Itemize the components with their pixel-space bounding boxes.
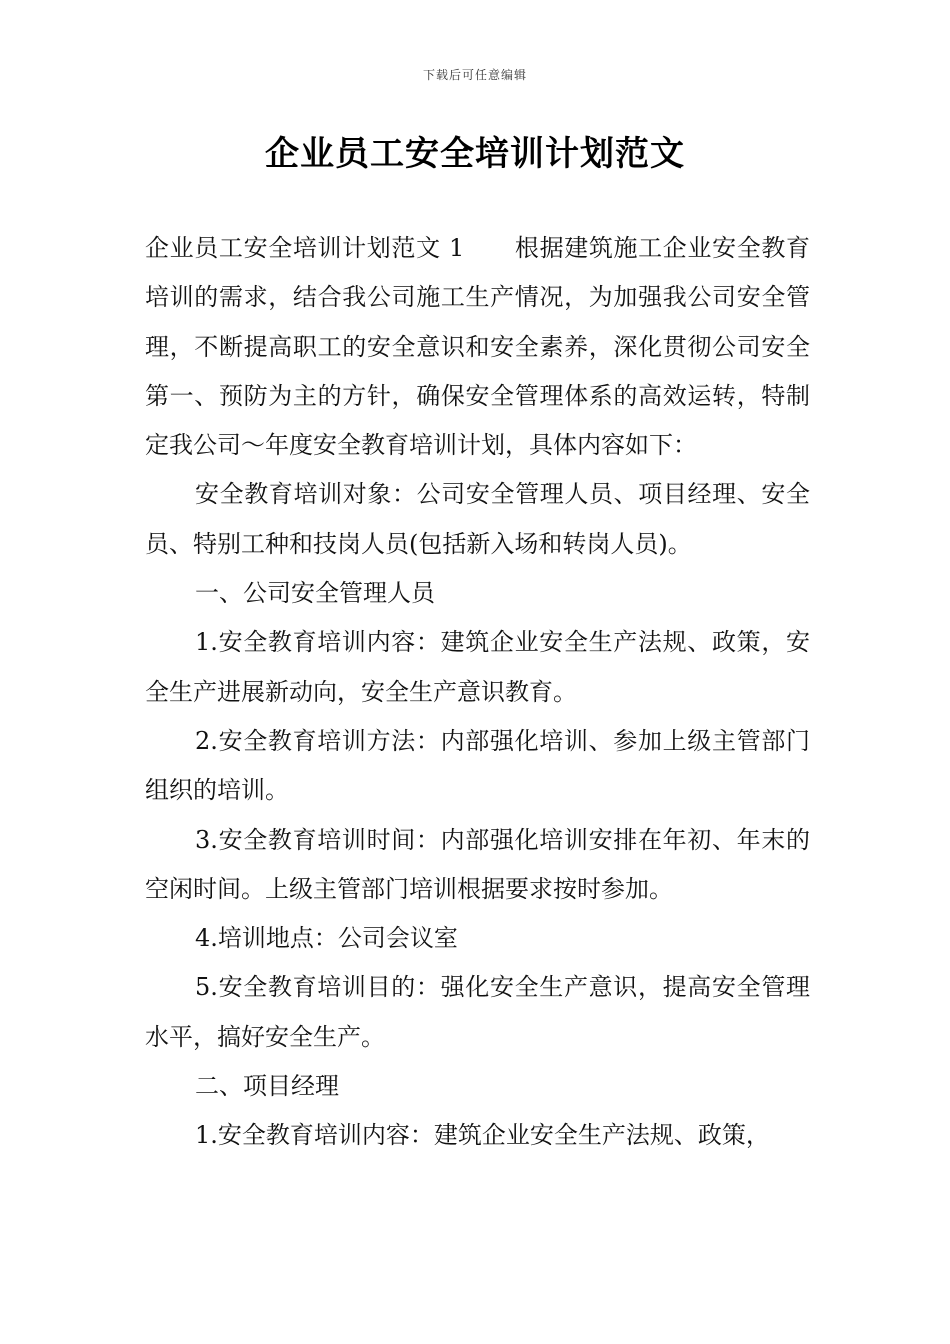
paragraph-item: 2.安全教育培训方法：内部强化培训、参加上级主管部门组织的培训。: [145, 726, 810, 805]
paragraph-item: 4.培训地点：公司会议室: [195, 924, 458, 953]
intro-text: 根据建筑施工企业安全教育培训的需求，结合我公司施工生产情况，为加强我公司安全管理，不断提高职工的安全意识和安全素养，深化贯彻公司安全第一、预防为主的方针，确保安全管理体系的高效运转，特制定我公司～年度安全教育培训计划，具体内容如下：: [145, 234, 811, 460]
header-note: 下载后可任意编辑: [422, 68, 527, 82]
section-heading-2: 二、项目经理: [195, 1072, 339, 1101]
paragraph-item: 1.安全教育培训内容：建筑企业安全生产法规、政策，安全生产进展新动向，安全生产意识教育。: [145, 628, 810, 706]
paragraph-training-targets: 安全教育培训对象：公司安全管理人员、项目经理、安全员、特别工种和技岗人员(包括新入场和转岗人员)。: [145, 480, 810, 558]
intro-paragraph: [145, 224, 810, 470]
paragraph-item: 5.安全教育培训目的：强化安全生产意识，提高安全管理水平，搞好安全生产。: [145, 973, 810, 1051]
paragraph-item: 1.安全教育培训内容：建筑企业安全生产法规、政策，: [195, 1121, 770, 1150]
document-title: 企业员工安全培训计划范文: [265, 134, 685, 174]
section-heading-1: 一、公司安全管理人员: [195, 579, 435, 608]
document-body: [145, 224, 810, 1161]
intro-label: 企业员工安全培训计划范文 1: [145, 234, 465, 262]
paragraph-item: 3.安全教育培训时间：内部强化培训安排在年初、年末的空闲时间。上级主管部门培训根据要求按时参加。: [145, 825, 810, 903]
